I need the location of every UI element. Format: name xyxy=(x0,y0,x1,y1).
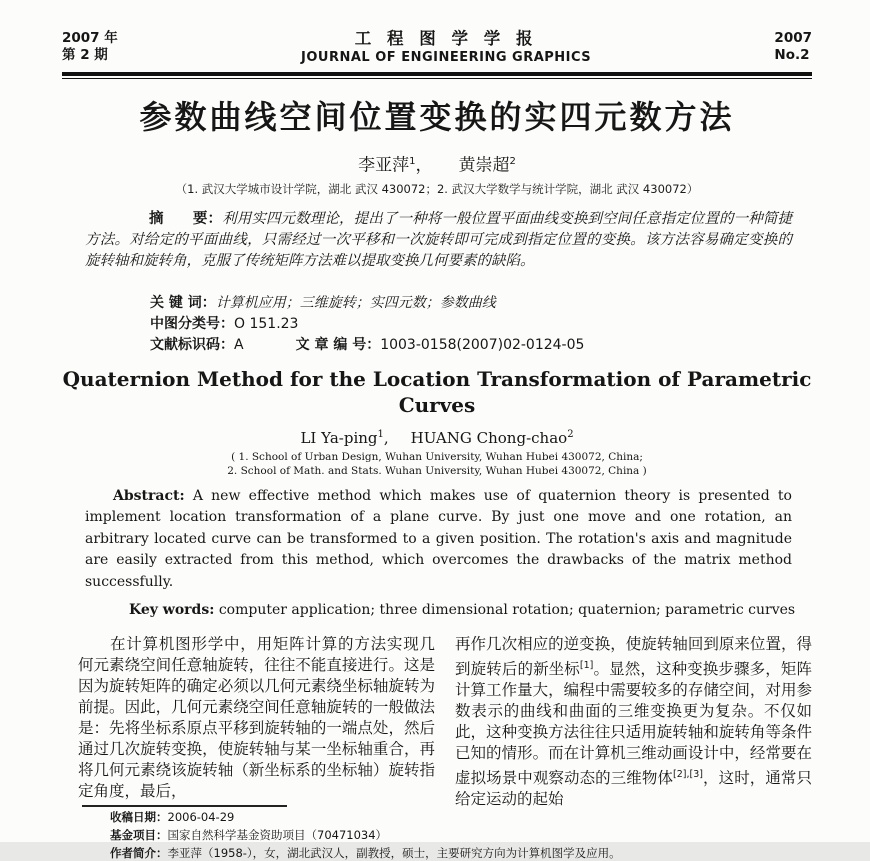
header-number: No.2 xyxy=(774,47,810,63)
author-cn-1-affmark: 1 xyxy=(409,156,416,167)
abstract-cn-label: 摘 要： xyxy=(149,210,223,227)
abstract-en-text: A new effective method which makes use of quaternion theory is presented to implement location transformation of a plane curve. By just one move and one rotation, an arbitrary located curve can be transformed to a given position. The rotation's axis and magnitude are easily extracted from this method, which overcomes the drawbacks of the matrix method successfully. xyxy=(85,487,792,590)
footnote-fund xyxy=(110,828,812,843)
author-cn-1: 李亚萍 xyxy=(358,155,410,176)
citation-ref-1: [1] xyxy=(579,659,594,671)
footnote-received-text: 2006-04-29 xyxy=(167,809,235,824)
abstract-en-label: Abstract: xyxy=(113,487,185,504)
paper-title-en: Quaternion Method for the Location Transformation of Parametric Curves xyxy=(62,366,812,417)
affiliation-en-line1: ( 1. School of Urban Design, Wuhan University, Wuhan Hubei 430072, China; xyxy=(231,450,643,463)
clc-value: O 151.23 xyxy=(234,315,299,332)
footnote-biography-label: 作者简介： xyxy=(110,845,168,860)
doccode-line xyxy=(150,335,812,356)
paper-title-cn: 参数曲线空间位置变换的实四元数方法 xyxy=(139,98,735,136)
author-cn-2: 黄崇超 xyxy=(458,155,510,176)
header-rule xyxy=(62,72,812,79)
body-right-seg3: ，这时，通常只给定运动的起始 xyxy=(455,768,812,808)
authors-en xyxy=(62,425,812,448)
keywords-cn-line xyxy=(150,293,812,314)
header-volume-no xyxy=(774,30,812,64)
body-right-seg1: 再作几次相应的逆变换，使旋转轴回到原来位置，得到旋转后的新坐标 xyxy=(455,634,812,678)
keywords-en-text: computer application; three dimensional rotation; quaternion; parametric curves xyxy=(214,601,796,618)
body-right-column xyxy=(455,634,812,808)
clc-line xyxy=(150,314,812,335)
author-en-2: HUANG Chong-chao xyxy=(410,428,568,447)
authors-cn xyxy=(62,151,812,177)
body-two-columns xyxy=(78,634,812,808)
body-right-paragraph xyxy=(455,634,812,810)
footnote-rule xyxy=(82,805,287,807)
abstract-en xyxy=(85,486,792,594)
footnote-received-label: 收稿日期： xyxy=(110,809,168,824)
footnote-biography xyxy=(110,846,812,861)
affiliation-en-line2: 2. School of Math. and Stats. Wuhan University, Wuhan Hubei 430072, China ) xyxy=(227,464,647,477)
journal-header xyxy=(62,30,812,66)
doc-code-value: A xyxy=(234,336,244,353)
footnote-biography-text: 李亚萍（1958-），女，湖北武汉人，副教授，硕士，主要研究方向为计算机图学及应用。 xyxy=(167,845,621,860)
author-separator: ， xyxy=(415,155,433,176)
author-en-1-affmark: 1 xyxy=(377,428,384,440)
keywords-cn-label: 关 键 词： xyxy=(150,294,216,311)
keywords-en-label: Key words: xyxy=(129,601,215,618)
body-left-column xyxy=(78,634,435,801)
author-en-1: LI Ya-ping xyxy=(300,428,378,447)
header-year-right: 2007 xyxy=(774,30,812,46)
header-year-issue xyxy=(62,30,118,64)
abstract-cn-text: 利用实四元数理论，提出了一种将一般位置平面曲线变换到空间任意指定位置的一种简捷方法。对给定的平面曲线，只需经过一次平移和一次旋转即可完成到指定位置的变换。该方法容易确定变换的旋转轴和旋转角，克服了传统矩阵方法难以提取变换几何要素的缺陷。 xyxy=(85,210,793,269)
article-no-value: 1003-0158(2007)02-0124-05 xyxy=(380,336,585,353)
doc-code-label: 文献标识码： xyxy=(150,336,234,353)
footnote-fund-text: 国家自然科学基金资助项目（70471034） xyxy=(167,827,388,842)
header-year: 2007 年 xyxy=(62,30,118,46)
journal-name-en: JOURNAL OF ENGINEERING GRAPHICS xyxy=(301,50,592,65)
journal-name-cn: 工 程 图 学 学 报 xyxy=(354,29,538,48)
author-en-2-affmark: 2 xyxy=(567,428,574,440)
author-en-separator: , xyxy=(383,428,389,447)
footnote-fund-label: 基金项目： xyxy=(110,827,168,842)
header-issue: 第 2 期 xyxy=(62,47,108,63)
author-cn-2-affmark: 2 xyxy=(509,156,516,167)
affiliation-cn: （1. 武汉大学城市设计学院，湖北 武汉 430072；2. 武汉大学数学与统计学院，湖北 武汉 430072） xyxy=(175,181,699,196)
keywords-en-line xyxy=(85,600,796,620)
footnote-block xyxy=(62,805,812,861)
affiliation-en xyxy=(62,450,812,478)
keywords-cn-text: 计算机应用；三维旋转；实四元数；参数曲线 xyxy=(215,294,496,311)
clc-label: 中图分类号： xyxy=(150,315,234,332)
body-left-paragraph: 在计算机图形学中，用矩阵计算的方法实现几何元素绕空间任意轴旋转，往往不能直接进行。这是因为旋转矩阵的确定必须以几何元素绕坐标轴旋转为前提。因此，几何元素绕空间任意轴旋转的一般做法是：先将坐标系原点平移到旋转轴的一端点处，然后通过几次旋转变换，使旋转轴与某一坐标轴重合，再将几何元素绕该旋转轴（新坐标系的坐标轴）旋转指定角度，最后， xyxy=(78,634,435,800)
abstract-cn xyxy=(85,209,792,293)
body-right-seg2: 。显然，这种变换步骤多，矩阵计算工作量大，编程中需要较多的存储空间，对用参数表示的曲线和曲面的三维变换更为复杂。不仅如此，这种变换方法往往只适用旋转轴和旋转角等条件已知的情形。而在计算机三维动画设计中，经常要在虚拟场景中观察动态的三维物体 xyxy=(455,659,812,787)
citation-ref-2-3: [2],[3] xyxy=(673,768,703,780)
journal-name xyxy=(118,30,775,66)
footnote-received-date xyxy=(110,810,812,825)
article-no-label: 文 章 编 号： xyxy=(295,336,381,353)
